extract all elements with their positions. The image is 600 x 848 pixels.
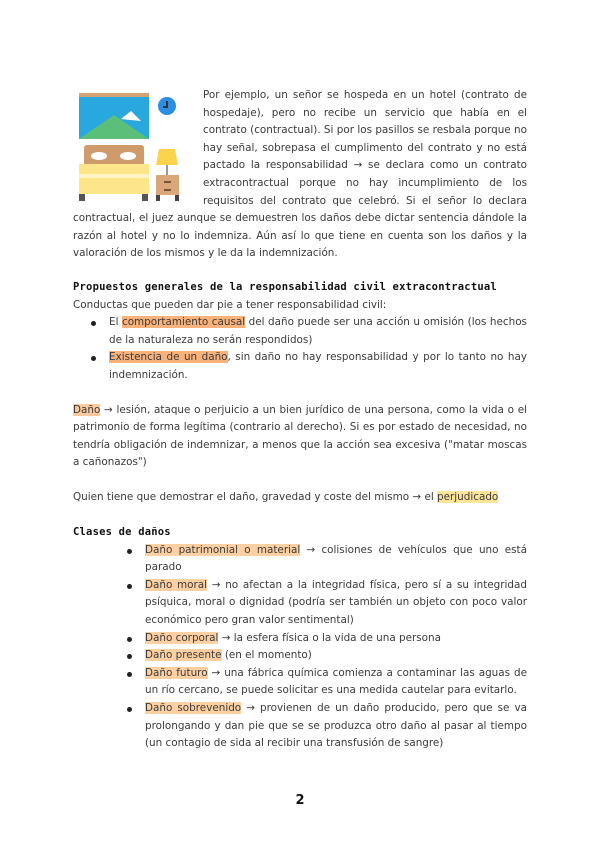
conductas-list [109, 314, 527, 384]
dano-definition: Daño → lesión, ataque o perjuicio a un bien jurídico de una persona, como la vida o el patrimonio de forma legítima (contrario al derecho). Si es por estado de necesidad, no tendría obligación de indemnizar, a menos que la acción sea excesiva ("matar moscas a cañonazos") [73, 403, 527, 469]
intro-block [73, 87, 527, 263]
section-heading: Clases de daños [73, 526, 171, 538]
section-heading: Propuestos generales de la responsabilidad civil extracontractual [73, 281, 497, 293]
list-item: Daño presente (en el momento) [145, 647, 527, 665]
list-item: Daño corporal → la esfera física o la vida de una persona [145, 630, 527, 648]
lead-text: Conductas que pueden dar pie a tener responsabilidad civil: [73, 298, 387, 311]
page-number: 2 [295, 793, 305, 808]
list-item: Existencia de un daño, sin daño no hay responsabilidad y por lo tanto no hay indemnización. [109, 349, 527, 384]
hotel-room-illustration [79, 93, 191, 205]
section-responsabilidad [73, 279, 527, 507]
perjudicado-line: Quien tiene que demostrar el daño, gravedad y coste del mismo → el perjudicado [73, 490, 499, 503]
list-item: Daño futuro → una fábrica química comienza a contaminar las aguas de un río cercano, se puede solicitar es una medida cautelar para evitarlo. [145, 665, 527, 700]
list-item: El comportamiento causal del daño puede ser una acción u omisión (los hechos de la naturaleza no serán respondidos) [109, 314, 527, 349]
list-item: Daño patrimonial o material → colisiones de vehículos que uno está parado [145, 542, 527, 577]
list-item: Daño moral → no afectan a la integridad física, pero sí a su integridad psíquica, moral o dignidad (podría ser también un objeto con poco valor económico pero gran valor sentimental) [145, 577, 527, 630]
section-clases [73, 524, 527, 753]
intro-paragraph: Por ejemplo, un señor se hospeda en un hotel (contrato de hospedaje), pero no recibe un servicio que había en el contrato (contractual). Si por los pasillos se resbala porque no hay señal, sobrepasa el cumplimento del contrato y no está pactado la responsabilidad → se declara como un contrato extracontractual porque no hay incumplimiento de los requisitos del contrato que celebró. Si el señor lo declara contractual, el juez aunque se demuestren los daños debe dictar sentencia dándole la razón al hotel y no lo indemniza. Aún así lo que tiene en cuenta son los daños y la valoración de los mismos y le da la indemnización. [73, 89, 527, 260]
clases-list [145, 542, 527, 753]
list-item: Daño sobrevenido → provienen de un daño producido, pero que se va prolongando y dan pie que se se produzca otro daño al pasar al tiempo (un contagio de sida al recibir una transfusión de sangre) [145, 700, 527, 753]
